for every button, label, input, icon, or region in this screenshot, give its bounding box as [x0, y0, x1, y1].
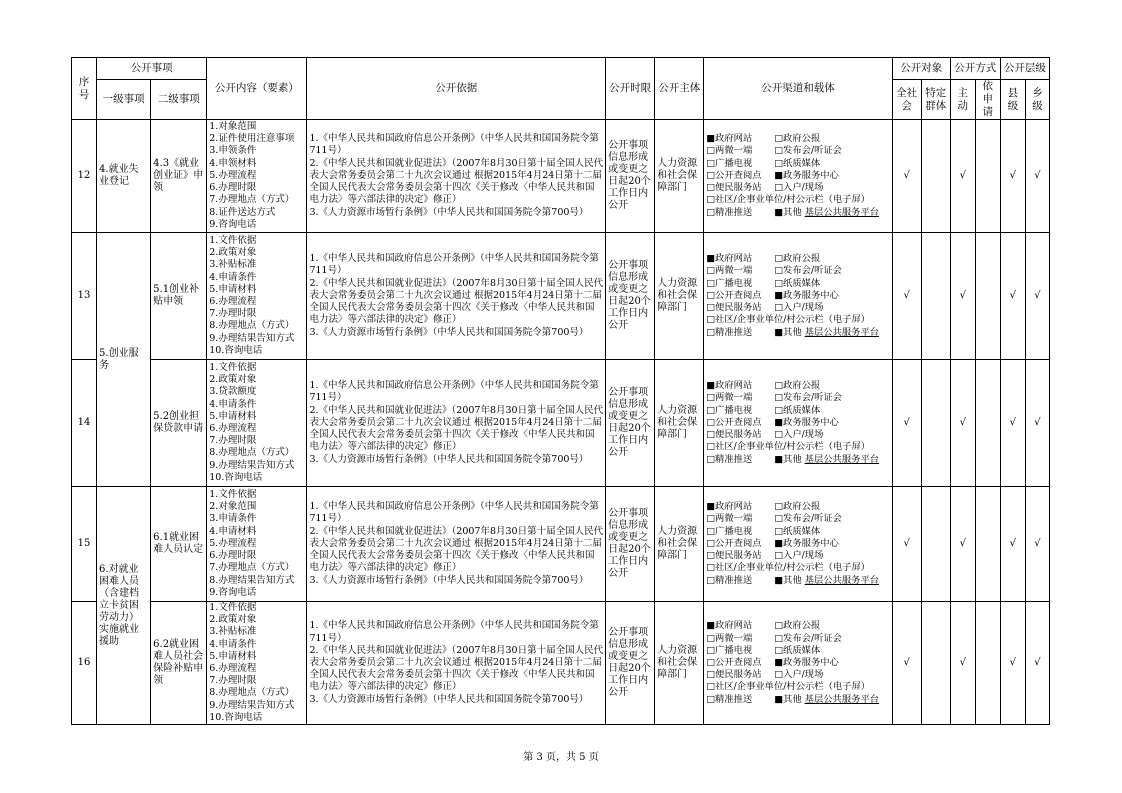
basis-item: 2.《中华人民共和国就业促进法》（2007年8月30日第十届全国人民代表大会常务委员会第二十九次会议通过 根据2015年4月24日第十二届全国人民代表大会常务委员会第十四次《关于修改〈中华人民共和国电力法〉等六部法律的决定》修正） [309, 644, 604, 693]
check-specific-group [921, 360, 950, 487]
row-channels [704, 487, 892, 602]
channel-reading-point: □公开查阅点 [706, 537, 762, 549]
channel-service-center: ■政务服务中心 [774, 537, 839, 549]
check-township: √ [1025, 602, 1049, 725]
header-county: 县级 [1000, 80, 1025, 120]
content-list [209, 489, 304, 599]
check-whole-society: √ [892, 233, 921, 360]
header-subject: 公开主体 [655, 58, 704, 120]
basis-item: 1.《中华人民共和国政府信息公开条例》（中华人民共和国国务院令第711号） [309, 620, 599, 644]
channel-other-label: ■其他 [774, 693, 802, 705]
content-item: 3.补贴标准 [209, 259, 257, 271]
row-subject: 人力资源和社会保障部门 [655, 120, 704, 233]
check-township: √ [1025, 233, 1049, 360]
channel-other [774, 207, 889, 219]
row-channels [704, 233, 892, 360]
channel-grid [706, 253, 889, 338]
channel-two-micro: □两微一端 [706, 632, 753, 644]
check-active: √ [950, 233, 975, 360]
check-on-request [975, 120, 1000, 233]
content-item: 2.对象范围 [209, 501, 257, 513]
channel-press-conf: □发布会/听证会 [774, 145, 842, 157]
channel-other-label: ■其他 [774, 206, 802, 218]
row-channels [704, 120, 892, 233]
content-item: 10.咨询电话 [209, 344, 263, 356]
channel-precise-push: □精准推送 [706, 326, 753, 338]
channel-door-site: □入户/现场 [774, 429, 824, 441]
channel-gov-website: ■政府网站 [706, 133, 753, 145]
row-basis [307, 233, 606, 360]
content-item: 5.办理流程 [209, 537, 257, 549]
content-item: 6.办理流程 [209, 296, 257, 307]
check-on-request [975, 233, 1000, 360]
channel-gov-gazette: □政府公报 [774, 253, 821, 265]
row-basis [307, 487, 606, 602]
content-item: 7.办理时限 [209, 435, 257, 447]
check-active: √ [950, 487, 975, 602]
channel-community-board: □社区/企事业单位/村公示栏（电子屏） [706, 562, 871, 574]
channel-gov-website: ■政府网站 [706, 620, 753, 632]
table-row [72, 360, 1050, 487]
basis-list [309, 501, 603, 586]
channel-other-platform: 基层公共服务平台 [804, 574, 880, 586]
row-seq: 12 [72, 120, 97, 233]
row-subject: 人力资源和社会保障部门 [655, 602, 704, 725]
disclosure-table [71, 57, 1050, 725]
row-basis [307, 360, 606, 487]
basis-list [309, 133, 603, 218]
channel-other-platform: 基层公共服务平台 [804, 693, 880, 705]
channel-community-board: □社区/企事业单位/村公示栏（电子屏） [706, 441, 871, 453]
header-on-request: 依申请 [975, 80, 1000, 120]
content-item: 8.证件送达方式 [209, 206, 276, 218]
header-specific-group: 特定群体 [921, 80, 950, 120]
row-subject: 人力资源和社会保障部门 [655, 233, 704, 360]
content-item: 3.补贴标准 [209, 626, 257, 638]
check-county: √ [1000, 602, 1025, 725]
channel-convenience-station: □便民服务站 [706, 669, 762, 681]
content-item: 10.咨询电话 [209, 471, 263, 483]
basis-item: 2.《中华人民共和国就业促进法》（2007年8月30日第十届全国人民代表大会常务委员会第二十九次会议通过 根据2015年4月24日第十二届全国人民代表大会常务委员会第十四次《关于修改〈中华人民共和国电力法〉等六部法律的决定》修正） [309, 525, 604, 574]
content-item: 10.咨询电话 [209, 711, 263, 723]
content-item: 2.政策对象 [209, 374, 257, 386]
channel-other [774, 327, 889, 339]
content-list [209, 602, 304, 724]
content-item: 8.办理地点（方式） [209, 320, 295, 332]
row-level2: 6.2就业困难人员社会保险补贴申领 [151, 602, 207, 725]
content-item: 7.办理时限 [209, 308, 257, 320]
table-row [72, 120, 1050, 233]
channel-community-board: □社区/企事业单位/村公示栏（电子屏） [706, 194, 871, 206]
header-public-item: 公开事项 [97, 58, 207, 80]
basis-item: 3.《人力资源市场暂行条例》（中华人民共和国国务院令第700号） [309, 693, 589, 705]
basis-item: 2.《中华人民共和国就业促进法》（2007年8月30日第十届全国人民代表大会常务委员会第二十九次会议通过 根据2015年4月24日第十二届全国人民代表大会常务委员会第十四次《关于修改〈中华人民共和国电力法〉等六部法律的决定》修正） [309, 404, 604, 453]
content-item: 2.政策对象 [209, 247, 257, 259]
content-item: 9.办理结果告知方式 [209, 459, 295, 471]
row-content [207, 487, 307, 602]
row-subject: 人力资源和社会保障部门 [655, 360, 704, 487]
content-item: 4.申领材料 [209, 157, 257, 169]
channel-broadcast: □广播电视 [706, 404, 753, 416]
channel-broadcast: □广播电视 [706, 157, 753, 169]
check-township: √ [1025, 360, 1049, 487]
check-on-request [975, 360, 1000, 487]
content-item: 1.文件依据 [209, 602, 257, 613]
content-item: 3.贷款额度 [209, 386, 257, 398]
channel-gov-gazette: □政府公报 [774, 501, 821, 513]
content-item: 6.办理时限 [209, 182, 257, 194]
basis-item: 1.《中华人民共和国政府信息公开条例》（中华人民共和国国务院令第711号） [309, 253, 599, 277]
header-method: 公开方式 [950, 58, 1000, 80]
channel-other-label: ■其他 [774, 574, 802, 586]
content-item: 2.政策对象 [209, 614, 257, 626]
table-row [72, 233, 1050, 360]
content-item: 6.办理流程 [209, 663, 257, 675]
check-specific-group [921, 602, 950, 725]
row-seq: 15 [72, 487, 97, 602]
channel-grid [706, 620, 889, 705]
content-item: 9.办理结果告知方式 [209, 699, 295, 711]
row-level2: 5.2创业担保贷款申请 [151, 360, 207, 487]
channel-service-center: ■政务服务中心 [774, 416, 839, 428]
check-county: √ [1000, 233, 1025, 360]
check-county: √ [1000, 487, 1025, 602]
table-row [72, 602, 1050, 725]
content-item: 3.申领条件 [209, 145, 257, 157]
basis-list [309, 620, 603, 705]
channel-two-micro: □两微一端 [706, 513, 753, 525]
row-time-limit: 公开事项信息形成或变更之日起20个工作日内公开 [606, 233, 655, 360]
row-time-limit: 公开事项信息形成或变更之日起20个工作日内公开 [606, 120, 655, 233]
channel-other-platform: 基层公共服务平台 [804, 326, 880, 338]
row-seq: 14 [72, 360, 97, 487]
row-content [207, 360, 307, 487]
content-item: 7.办理地点（方式） [209, 194, 295, 206]
check-active: √ [950, 360, 975, 487]
row-content [207, 602, 307, 725]
channel-convenience-station: □便民服务站 [706, 302, 762, 314]
content-item: 4.申请条件 [209, 398, 257, 410]
content-item: 5.申请材料 [209, 283, 257, 295]
channel-community-board: □社区/企事业单位/村公示栏（电子屏） [706, 314, 871, 326]
channel-service-center: ■政务服务中心 [774, 289, 839, 301]
row-channels [704, 360, 892, 487]
content-item: 9.咨询电话 [209, 586, 257, 598]
content-item: 2.证件使用注意事项 [209, 133, 295, 145]
channel-other-platform: 基层公共服务平台 [804, 206, 880, 218]
content-item: 8.办理结果告知方式 [209, 574, 295, 586]
header-township: 乡级 [1025, 80, 1049, 120]
content-item: 7.办理地点（方式） [209, 562, 295, 574]
channel-other-label: ■其他 [774, 453, 802, 465]
content-item: 9.咨询电话 [209, 218, 257, 230]
check-on-request [975, 487, 1000, 602]
check-whole-society: √ [892, 120, 921, 233]
channel-other-platform: 基层公共服务平台 [804, 453, 880, 465]
content-item: 1.文件依据 [209, 234, 257, 246]
basis-list [309, 253, 603, 338]
content-item: 7.办理时限 [209, 675, 257, 687]
channel-reading-point: □公开查阅点 [706, 416, 762, 428]
channel-reading-point: □公开查阅点 [706, 169, 762, 181]
basis-item: 3.《人力资源市场暂行条例》（中华人民共和国国务院令第700号） [309, 453, 589, 465]
channel-other [774, 454, 889, 466]
content-item: 6.办理流程 [209, 423, 257, 434]
channel-service-center: ■政务服务中心 [774, 169, 839, 181]
channel-press-conf: □发布会/听证会 [774, 632, 842, 644]
channel-broadcast: □广播电视 [706, 644, 753, 656]
row-seq: 16 [72, 602, 97, 725]
channel-print-media: □纸质媒体 [774, 525, 821, 537]
check-specific-group [921, 487, 950, 602]
channel-broadcast: □广播电视 [706, 277, 753, 289]
channel-door-site: □入户/现场 [774, 550, 824, 562]
channel-service-center: ■政务服务中心 [774, 656, 839, 668]
check-whole-society: √ [892, 360, 921, 487]
check-county: √ [1000, 120, 1025, 233]
row-time-limit: 公开事项信息形成或变更之日起20个工作日内公开 [606, 360, 655, 487]
table-body [72, 120, 1050, 725]
header-seq: 序号 [72, 58, 97, 120]
header-level2: 二级事项 [151, 80, 207, 120]
channel-gov-gazette: □政府公报 [774, 133, 821, 145]
content-item: 5.申请材料 [209, 650, 257, 662]
basis-item: 1.《中华人民共和国政府信息公开条例》（中华人民共和国国务院令第711号） [309, 133, 599, 157]
channel-precise-push: □精准推送 [706, 206, 753, 218]
channel-reading-point: □公开查阅点 [706, 289, 762, 301]
channel-press-conf: □发布会/听证会 [774, 265, 842, 277]
header-active: 主动 [950, 80, 975, 120]
channel-gov-website: ■政府网站 [706, 501, 753, 513]
channel-grid [706, 380, 889, 465]
header-target: 公开对象 [892, 58, 950, 80]
channel-grid [706, 501, 889, 586]
channel-gov-gazette: □政府公报 [774, 380, 821, 392]
row-time-limit: 公开事项信息形成或变更之日起20个工作日内公开 [606, 487, 655, 602]
check-whole-society: √ [892, 602, 921, 725]
channel-broadcast: □广播电视 [706, 525, 753, 537]
channel-precise-push: □精准推送 [706, 693, 753, 705]
content-list [209, 362, 304, 484]
content-item: 5.申请材料 [209, 410, 257, 422]
table-row [72, 487, 1050, 602]
header-whole-society: 全社会 [892, 80, 921, 120]
check-on-request [975, 602, 1000, 725]
header-channels: 公开渠道和载体 [704, 58, 892, 120]
content-item: 8.办理地点（方式） [209, 447, 295, 459]
content-list [209, 121, 304, 231]
channel-two-micro: □两微一端 [706, 392, 753, 404]
content-list [209, 235, 304, 357]
channel-print-media: □纸质媒体 [774, 644, 821, 656]
content-item: 4.申请条件 [209, 271, 257, 283]
channel-press-conf: □发布会/听证会 [774, 392, 842, 404]
check-active: √ [950, 120, 975, 233]
content-item: 1.对象范围 [209, 121, 257, 133]
channel-two-micro: □两微一端 [706, 265, 753, 277]
check-whole-society: √ [892, 487, 921, 602]
row-channels [704, 602, 892, 725]
content-item: 5.办理流程 [209, 169, 257, 181]
row-content [207, 233, 307, 360]
basis-item: 1.《中华人民共和国政府信息公开条例》（中华人民共和国国务院令第711号） [309, 380, 599, 404]
channel-print-media: □纸质媒体 [774, 404, 821, 416]
content-item: 8.办理地点（方式） [209, 687, 295, 699]
level1-employment-registration: 4.就业失业登记 [97, 120, 151, 233]
check-township: √ [1025, 120, 1049, 233]
content-item: 1.文件依据 [209, 361, 257, 373]
basis-item: 3.《人力资源市场暂行条例》（中华人民共和国国务院令第700号） [309, 326, 589, 338]
channel-convenience-station: □便民服务站 [706, 429, 762, 441]
basis-list [309, 380, 603, 465]
basis-item: 3.《人力资源市场暂行条例》（中华人民共和国国务院令第700号） [309, 574, 589, 586]
channel-precise-push: □精准推送 [706, 574, 753, 586]
channel-convenience-station: □便民服务站 [706, 182, 762, 194]
content-item: 4.申请条件 [209, 638, 257, 650]
content-item: 3.申请条件 [209, 513, 257, 525]
channel-precise-push: □精准推送 [706, 453, 753, 465]
basis-item: 1.《中华人民共和国政府信息公开条例》（中华人民共和国国务院令第711号） [309, 501, 599, 525]
channel-press-conf: □发布会/听证会 [774, 513, 842, 525]
channel-convenience-station: □便民服务站 [706, 550, 762, 562]
check-township: √ [1025, 487, 1049, 602]
channel-door-site: □入户/现场 [774, 182, 824, 194]
basis-item: 2.《中华人民共和国就业促进法》（2007年8月30日第十届全国人民代表大会常务委员会第二十九次会议通过 根据2015年4月24日第十二届全国人民代表大会常务委员会第十四次《关于修改〈中华人民共和国电力法〉等六部法律的决定》修正） [309, 277, 604, 326]
check-active: √ [950, 602, 975, 725]
channel-other [774, 575, 889, 587]
page-footer: 第 3 页，共 5 页 [523, 752, 599, 763]
channel-other [774, 694, 889, 706]
row-time-limit: 公开事项信息形成或变更之日起20个工作日内公开 [606, 602, 655, 725]
channel-gov-gazette: □政府公报 [774, 620, 821, 632]
channel-two-micro: □两微一端 [706, 145, 753, 157]
row-subject: 人力资源和社会保障部门 [655, 487, 704, 602]
channel-door-site: □入户/现场 [774, 302, 824, 314]
content-item: 6.办理时限 [209, 550, 257, 562]
header-time-limit: 公开时限 [606, 58, 655, 120]
header-content: 公开内容（要素） [207, 58, 307, 120]
channel-gov-website: ■政府网站 [706, 253, 753, 265]
content-item: 9.办理结果告知方式 [209, 332, 295, 344]
level1-difficulty-assist: 6.对就业困难人员（含建档立卡贫困劳动力）实施就业援助 [97, 487, 151, 725]
level1-entrepreneurship: 5.创业服务 [97, 233, 151, 487]
content-item: 1.文件依据 [209, 489, 257, 501]
row-level2: 6.1就业困难人员认定 [151, 487, 207, 602]
check-specific-group [921, 120, 950, 233]
check-county: √ [1000, 360, 1025, 487]
basis-item: 2.《中华人民共和国就业促进法》（2007年8月30日第十届全国人民代表大会常务委员会第二十九次会议通过 根据2015年4月24日第十二届全国人民代表大会常务委员会第十四次《关于修改〈中华人民共和国电力法〉等六部法律的决定》修正） [309, 157, 604, 206]
channel-print-media: □纸质媒体 [774, 157, 821, 169]
basis-item: 3.《人力资源市场暂行条例》（中华人民共和国国务院令第700号） [309, 206, 589, 218]
header-basis: 公开依据 [307, 58, 606, 120]
channel-reading-point: □公开查阅点 [706, 656, 762, 668]
content-item: 4.申请材料 [209, 525, 257, 537]
row-content [207, 120, 307, 233]
row-level2: 5.1创业补贴申领 [151, 233, 207, 360]
channel-gov-website: ■政府网站 [706, 380, 753, 392]
channel-grid [706, 133, 889, 218]
channel-door-site: □入户/现场 [774, 669, 824, 681]
channel-community-board: □社区/企事业单位/村公示栏（电子屏） [706, 681, 871, 693]
row-seq: 13 [72, 233, 97, 360]
channel-other-label: ■其他 [774, 326, 802, 338]
row-basis [307, 602, 606, 725]
check-specific-group [921, 233, 950, 360]
row-basis [307, 120, 606, 233]
channel-print-media: □纸质媒体 [774, 277, 821, 289]
row-level2: 4.3《就业创业证》申领 [151, 120, 207, 233]
header-level1: 一级事项 [97, 80, 151, 120]
header-level: 公开层级 [1000, 58, 1049, 80]
